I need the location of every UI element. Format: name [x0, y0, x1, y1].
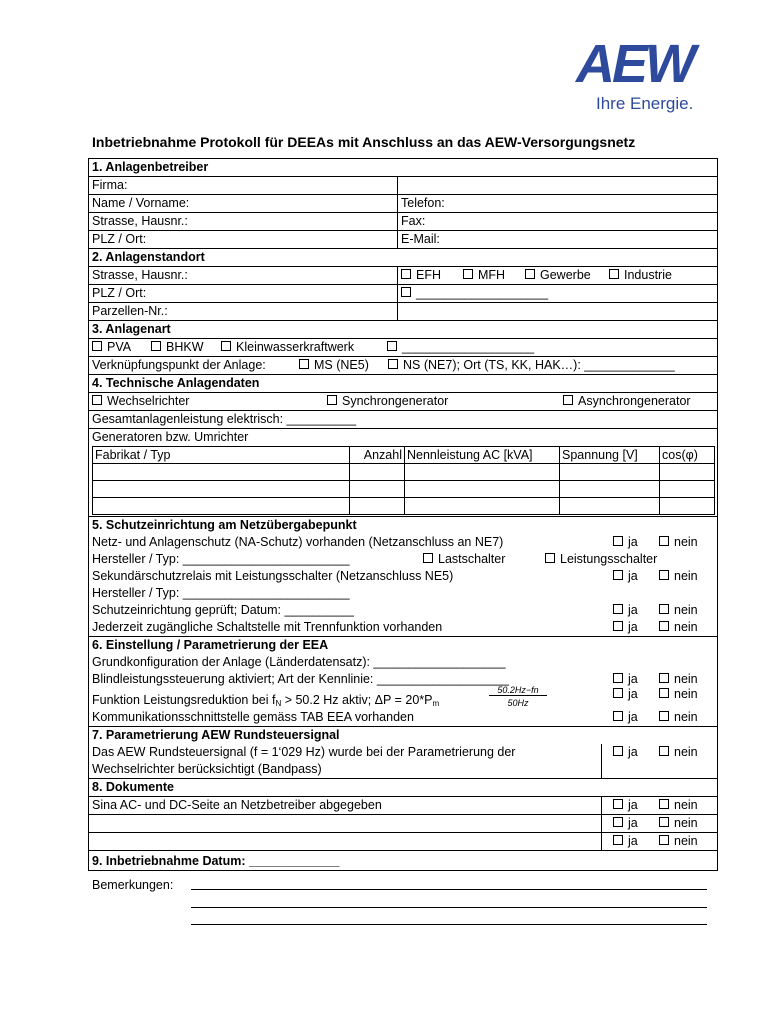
plz-label: PLZ / Ort: [92, 232, 147, 246]
kommunikation-label: Kommunikationsschnittstelle gemäss TAB EEA vorhanden [92, 710, 414, 724]
ja-checkbox[interactable]: ja [613, 797, 638, 814]
nein-checkbox[interactable]: nein [659, 534, 698, 551]
section-5-heading: 5. Schutzeinrichtung am Netzübergabepunkt [92, 518, 357, 532]
grundkonfig-label: Grundkonfiguration der Anlage (Länderdatensatz): ___________________ [92, 655, 506, 669]
ja-checkbox[interactable]: ja [613, 671, 638, 688]
industrie-option[interactable]: Industrie [609, 267, 672, 284]
col-anzahl: Anzahl [350, 447, 405, 464]
nein-checkbox[interactable]: nein [659, 568, 698, 585]
s3-heading-row [89, 321, 717, 339]
ja-checkbox[interactable]: ja [613, 534, 638, 551]
strasse-label: Strasse, Hausnr.: [92, 214, 188, 228]
formula-denominator: 50Hz [507, 698, 529, 708]
sekundaer-label: Sekundärschutzrelais mit Leistungsschalter (Netzanschluss NE5) [92, 569, 454, 583]
s4-type-row [89, 393, 717, 411]
gesamtleistung-label: Gesamtanlagenleistung elektrisch: __________ [92, 412, 357, 426]
s2-plz-row [89, 285, 717, 303]
s1-heading-row [89, 159, 717, 177]
s6-kommunikation-row [89, 709, 717, 727]
section-1-heading: 1. Anlagenbetreiber [92, 160, 209, 174]
fax-label: Fax: [401, 214, 426, 228]
s8-heading-row [89, 779, 717, 797]
s5-schaltstelle-row [89, 619, 717, 637]
mfh-option[interactable]: MFH [463, 267, 505, 284]
ms-option[interactable]: MS (NE5) [299, 357, 369, 374]
generator-table-wrap [89, 446, 717, 517]
nein-checkbox[interactable]: nein [659, 709, 698, 726]
s5-hersteller1-row [89, 551, 717, 568]
s1-firma-row [89, 177, 717, 195]
s6-heading-row [89, 637, 717, 654]
table-header-row [93, 447, 715, 464]
generator-table [92, 446, 715, 515]
standort-other-option[interactable]: ___________________ [401, 285, 548, 302]
s5-sekundaer-row [89, 568, 717, 585]
anlagenart-other-option[interactable]: ___________________ [387, 339, 534, 356]
name-label: Name / Vorname: [92, 196, 190, 210]
hersteller1-label: Hersteller / Typ: ________________________ [92, 552, 350, 566]
rundsteuer-line1: Das AEW Rundsteuersignal (f = 1‘029 Hz) wurde bei der Parametrierung der [92, 745, 516, 759]
pva-option[interactable]: PVA [92, 339, 131, 356]
logo-tagline: Ihre Energie. [596, 94, 694, 113]
nein-checkbox[interactable]: nein [659, 671, 698, 688]
nein-checkbox[interactable]: nein [659, 619, 698, 636]
s5-na-row [89, 534, 717, 551]
bemerkungen-line[interactable] [191, 923, 707, 925]
s1-name-row [89, 195, 717, 213]
s7-rundsteuer-row [89, 744, 717, 779]
section-8-heading: 8. Dokumente [92, 780, 174, 794]
kleinwasser-option[interactable]: Kleinwasserkraftwerk [221, 339, 354, 356]
s6-grundkonfig-row [89, 654, 717, 671]
ja-checkbox[interactable]: ja [613, 686, 638, 703]
aew-logo [576, 34, 726, 118]
vp-label: Verknüpfungspunkt der Anlage: [92, 358, 266, 372]
ja-checkbox[interactable]: ja [613, 568, 638, 585]
s6-funktion-row [89, 685, 717, 709]
asynchron-option[interactable]: Asynchrongenerator [563, 393, 691, 410]
s4-generatoren-row [89, 429, 717, 446]
ja-checkbox[interactable]: ja [613, 815, 638, 832]
s8-sina-row [89, 797, 717, 815]
nein-checkbox[interactable]: nein [659, 602, 698, 619]
s9-row [89, 851, 717, 870]
s4-gesamt-row [89, 411, 717, 429]
standort-strasse-label: Strasse, Hausnr.: [92, 268, 188, 282]
email-label: E-Mail: [401, 232, 440, 246]
bemerkungen-line[interactable] [191, 906, 707, 908]
bemerkungen-label: Bemerkungen: [92, 878, 174, 892]
telefon-label: Telefon: [401, 196, 445, 210]
section-9-heading: 9. Inbetriebnahme Datum: _____________ [92, 854, 340, 868]
hersteller2-label: Hersteller / Typ: ________________________ [92, 586, 350, 600]
wechselrichter-option[interactable]: Wechselrichter [92, 393, 189, 410]
geprueft-label: Schutzeinrichtung geprüft; Datum: __________ [92, 603, 354, 617]
ns-option[interactable]: NS (NE7); Ort (TS, KK, HAK…): _____________ [388, 357, 675, 374]
leistungsschalter-option[interactable]: Leistungsschalter [545, 551, 657, 568]
section-4-heading: 4. Technische Anlagendaten [92, 376, 260, 390]
s1-strasse-row [89, 213, 717, 231]
formula-numerator: 50.2Hz−fn [489, 685, 547, 696]
firma-label: Firma: [92, 178, 128, 192]
section-7-heading: 7. Parametrierung AEW Rundsteuersignal [92, 728, 340, 742]
lastschalter-option[interactable]: Lastschalter [423, 551, 505, 568]
s3-type-row [89, 339, 717, 357]
na-schutz-label: Netz- und Anlagenschutz (NA-Schutz) vorhanden (Netzanschluss an NE7) [92, 535, 504, 549]
s1-plz-row [89, 231, 717, 249]
bemerkungen-line[interactable] [191, 888, 707, 890]
schaltstelle-label: Jederzeit zugängliche Schaltstelle mit Trennfunktion vorhanden [92, 620, 443, 634]
efh-option[interactable]: EFH [401, 267, 441, 284]
s2-parzelle-row [89, 303, 717, 321]
ja-checkbox[interactable]: ja [613, 833, 638, 850]
ja-checkbox[interactable]: ja [613, 619, 638, 636]
generatoren-label: Generatoren bzw. Umrichter [92, 430, 249, 444]
table-row[interactable] [93, 481, 715, 498]
rundsteuer-line2: Wechselrichter berücksichtigt (Bandpass) [92, 762, 322, 776]
s4-heading-row [89, 375, 717, 393]
s5-heading-row [89, 517, 717, 534]
section-3-heading: 3. Anlagenart [92, 322, 171, 336]
s2-block [89, 267, 717, 321]
s5-geprueft-row [89, 602, 717, 619]
section-6-heading: 6. Einstellung / Parametrierung der EEA [92, 638, 329, 652]
s8-empty-row[interactable] [89, 833, 717, 851]
blindleistung-label: Blindleistungssteuerung aktiviert; Art der Kennlinie: ___________________ [92, 672, 509, 686]
nein-checkbox[interactable]: nein [659, 686, 698, 703]
logo-wordmark: AEW [576, 34, 693, 94]
ja-checkbox[interactable]: ja [613, 709, 638, 726]
s2-heading-row [89, 249, 717, 267]
funktion-label: Funktion Leistungsreduktion bei $f_N > 50.2$ Hz aktiv; $\Delta P = 20*P_m$ [92, 693, 440, 708]
nein-checkbox[interactable]: nein [659, 815, 698, 832]
protocol-form [88, 158, 718, 871]
section-2-heading: 2. Anlagenstandort [92, 250, 205, 264]
table-row[interactable] [93, 464, 715, 481]
ja-checkbox[interactable]: ja [613, 602, 638, 619]
nein-checkbox[interactable]: nein [659, 744, 698, 761]
table-row[interactable] [93, 498, 715, 515]
nein-checkbox[interactable]: nein [659, 833, 698, 850]
standort-plz-label: PLZ / Ort: [92, 286, 147, 300]
parzelle-label: Parzellen-Nr.: [92, 304, 168, 318]
col-fabrikat: Fabrikat / Typ [93, 447, 350, 464]
s2-strasse-row [89, 267, 717, 285]
s7-heading-row [89, 727, 717, 744]
page-title: Inbetriebnahme Protokoll für DEEAs mit Anschluss an das AEW-Versorgungsnetz [92, 134, 636, 150]
bhkw-option[interactable]: BHKW [151, 339, 204, 356]
ja-checkbox[interactable]: ja [613, 744, 638, 761]
s3-vp-row [89, 357, 717, 375]
s8-empty-row[interactable] [89, 815, 717, 833]
col-cosphi: cos(φ) [660, 447, 715, 464]
nein-checkbox[interactable]: nein [659, 797, 698, 814]
gewerbe-option[interactable]: Gewerbe [525, 267, 591, 284]
sina-label: Sina AC- und DC-Seite an Netzbetreiber abgegeben [92, 798, 382, 812]
col-spannung: Spannung [V] [560, 447, 660, 464]
s5-hersteller2-row [89, 585, 717, 602]
col-nennleistung: Nennleistung AC [kVA] [405, 447, 560, 464]
synchron-option[interactable]: Synchrongenerator [327, 393, 448, 410]
